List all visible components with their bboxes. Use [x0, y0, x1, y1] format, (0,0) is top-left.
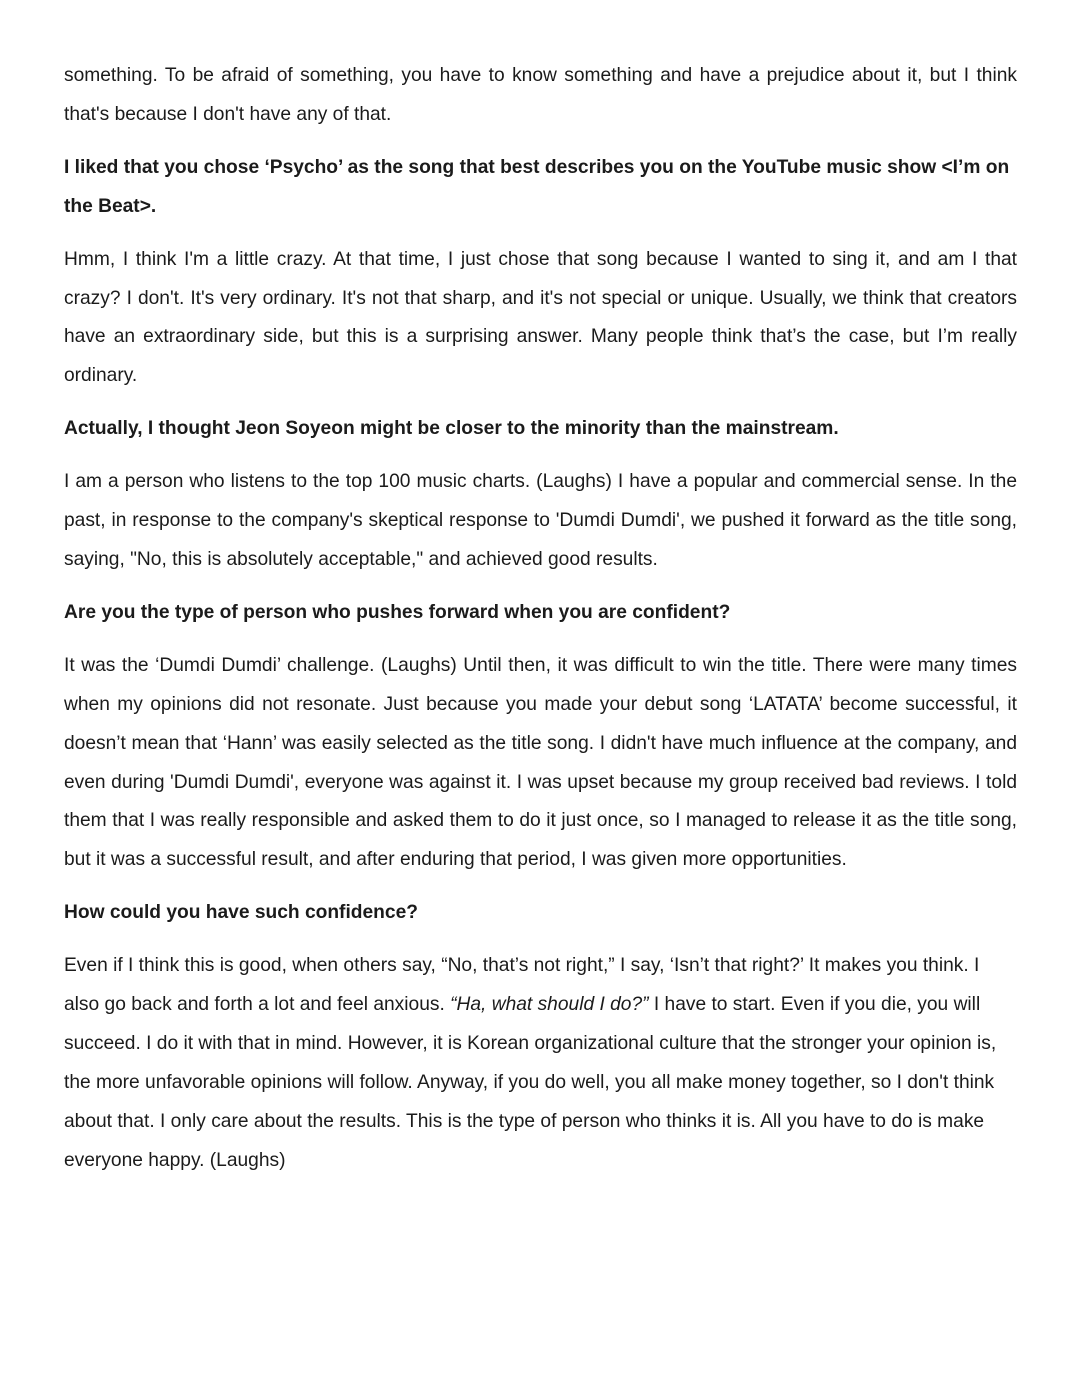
answer-paragraph: Hmm, I think I'm a little crazy. At that time, I just chose that song because I wanted to sing it, and am I that crazy? I don't. It's very ordinary. It's not that sharp, and it's not special or unique. Usually, we think that creators have an extraordinary side, but this is a surprising answer. Many people think that’s the case, but I’m really ordinary. [64, 248, 1017, 387]
document-page [64, 57, 1017, 1195]
question-paragraph: I liked that you chose ‘Psycho’ as the song that best describes you on the YouTube music show <I’m on the Beat>. [64, 156, 1010, 217]
answer-paragraph: I am a person who listens to the top 100 music charts. (Laughs) I have a popular and commercial sense. In the past, in response to the company's skeptical response to 'Dumdi Dumdi', we pushed it forward as the title song, saying, "No, this is absolutely acceptable," and achieved good results. [64, 471, 1017, 570]
italic-quote: “Ha, what should I do?” [450, 994, 649, 1016]
question-paragraph: Are you the type of person who pushes forward when you are confident? [64, 601, 731, 623]
question-paragraph: Actually, I thought Jeon Soyeon might be closer to the minority than the mainstream. [64, 418, 839, 440]
question-paragraph: How could you have such confidence? [64, 902, 418, 924]
final-answer-text-end: I have to start. Even if you die, you will succeed. I do it with that in mind. However, it is Korean organizational culture that the stronger your opinion is, the more unfavorable opinions will follow. Anyway, if you do well, you all make money together, so I don't think about that. I only care about the results. This is the type of person who thinks it is. All you have to do is make everyone happy. (Laughs) [64, 994, 997, 1171]
answer-paragraph: It was the ‘Dumdi Dumdi’ challenge. (Laughs) Until then, it was difficult to win the title. There were many times when my opinions did not resonate. Just because you made your debut song ‘LATATA’ become successful, it doesn’t mean that ‘Hann’ was easily selected as the title song. I didn't have much influence at the company, and even during 'Dumdi Dumdi', everyone was against it. I was upset because my group received bad reviews. I told them that I was really responsible and asked them to do it just once, so I managed to release it as the title song, but it was a successful result, and after enduring that period, I was given more opportunities. [64, 654, 1017, 871]
final-answer-paragraph [64, 947, 1017, 1180]
final-answer-text-start: Even if I think this is good, when others say, “No, that’s not right,” I say, ‘Isn’t that right?’ It makes you think. I also go back and forth a lot and feel anxious. [64, 955, 980, 1016]
answer-paragraph: something. To be afraid of something, you have to know something and have a prejudice about it, but I think that's because I don't have any of that. [64, 65, 1017, 125]
